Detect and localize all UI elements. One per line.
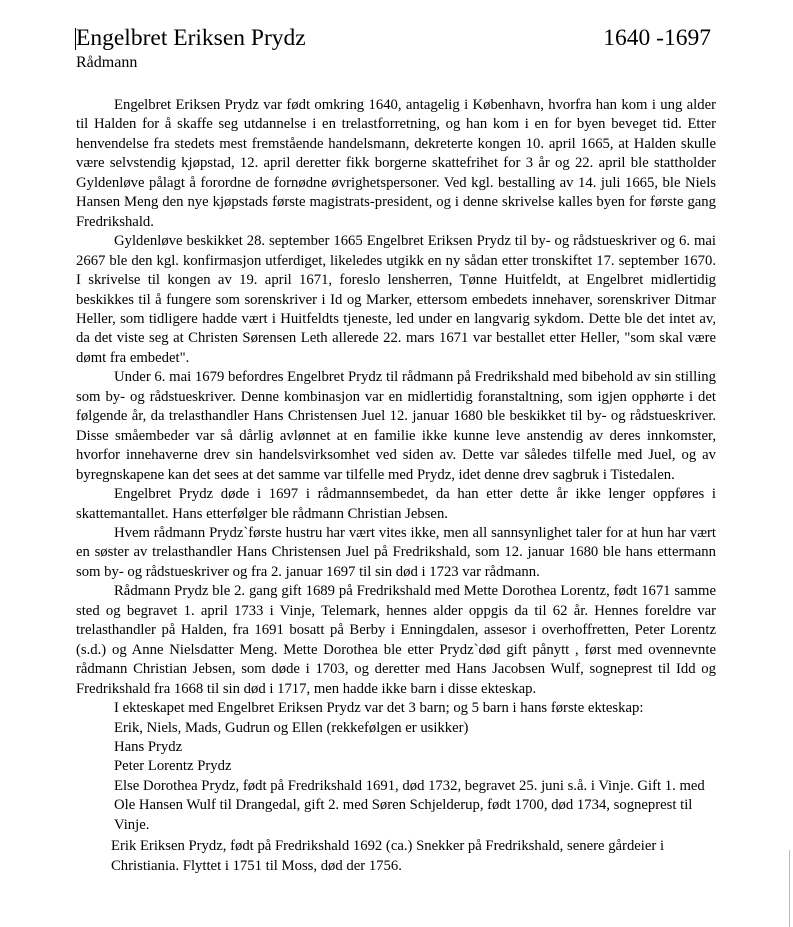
document-heading	[76, 24, 716, 52]
children-intro: I ekteskapet med Engelbret Eriksen Prydz var det 3 barn; og 5 barn i hans første ekteskap:	[114, 700, 644, 717]
child-list-item: Peter Lorentz Prydz	[114, 758, 232, 775]
document-body	[76, 96, 716, 876]
paragraph-2: Gyldenløve beskikket 28. september 1665 Engelbret Eriksen Prydz til by- og rådstueskriver og 6. mai 2667 ble den kgl. konfirmasjon utferdiget, likeledes utgikk en ny sådan etter tronskiftet 17. september 1670. I skrivelse til kongen av 19. april 1671, foreslo lensherren, Tønne Huitfeldt, at Engelbret midlertidig beskikkes til å fungere som sorenskriver i Id og Marker, ettersom embedets innehaver, sorenskriver Ditmar Heller, som tidligere hadde vært i Huitfeldts tjeneste, led under en langvarig sykdom. Dette ble det intet av, da det viste seg at Christen Sørensen Leth allerede 22. mars 1671 var bestallet etter Heller, "som skal være dømt fra embedet".	[76, 233, 716, 366]
children-first-marriage: Erik, Niels, Mads, Gudrun og Ellen (rekkefølgen er usikker)	[114, 719, 469, 736]
paragraph-3: Under 6. mai 1679 befordres Engelbret Prydz til rådmann på Fredrikshald med bibehold av sin stilling som by- og rådstueskriver. Denne kombinasjon var en midlertidig foranstaltning, som igjen opphørte i det følgende år, da trelasthandler Hans Christensen Juel 12. januar 1680 ble beskikket til by- og rådstueskriver. Disse småembeder var så dårlig avlønnet at en familie ikke kunne leve anstendig av deres innkomster, hvorfor innehaverne drev sin handelsvirksomhet ved siden av. Dette var således tilfelle med Juel, og av byregnskapene kan det sees at det samme var tilfelle med Prydz, idet denne drev sagbruk i Tistedalen.	[76, 369, 716, 483]
child-list-item: Else Dorothea Prydz, født på Fredrikshald 1691, død 1732, begravet 25. juni s.å. i Vinje. Gift 1. med Ole Hansen Wulf til Drangedal, gift 2. med Søren Schjelderup, født 1700, død 1734, sogneprest til Vinje.	[114, 777, 705, 833]
page-edge-divider	[789, 850, 790, 927]
child-erik: Erik Eriksen Prydz, født på Fredrikshald 1692 (ca.) Snekker på Fredrikshald, senere gårdeier i Christiania. Flyttet i 1751 til Moss, død der 1756.	[111, 838, 665, 874]
person-name: Engelbret Eriksen Prydz	[76, 25, 306, 51]
person-title: Rådmann	[76, 54, 138, 71]
child-list-item: Hans Prydz	[114, 738, 183, 755]
paragraph-5: Hvem rådmann Prydz`første hustru har vært vites ikke, men all sannsynlighet taler for at hun har vært en søster av trelasthandler Hans Christensen Juel på Fredrikshald, som 12. januar 1680 ble hans ettermann som by- og rådstueskriver og fra 2. januar 1697 til sin død i 1723 var rådmann.	[76, 524, 716, 580]
paragraph-1: Engelbret Eriksen Prydz var født omkring 1640, antagelig i København, hvorfra han kom i ung alder til Halden for å skaffe seg utdannelse i en trelastforretning, og han kom i en for byen beveget tid. Etter henvendelse fra stedets mest fremstående handelsmann, dekreterte kongen 10. april 1665, at Halden skulle være selvstendig kjøpstad, 12. april deretter fikk borgerne skattefrihet for 3 år og 22. april ble stattholder Gyldenløve pålagt å forordne de fornødne øvrighetspersoner. Ved kgl. bestalling av 14. juli 1665, ble Niels Hansen Meng den nye kjøpstads første magistrats-president, og i denne skrivelse kalles byen for første gang Fredrikshald.	[76, 97, 716, 230]
life-years: 1640 -1697	[603, 25, 711, 51]
paragraph-6: Rådmann Prydz ble 2. gang gift 1689 på Fredrikshald med Mette Dorothea Lorentz, født 1671 samme sted og begravet 1. april 1733 i Vinje, Telemark, hennes alder oppgis da til 62 år. Hennes foreldre var trelasthandler på Halden, fra 1691 bosatt på Berby i Enningdalen, assesor i overhoffretten, Peter Lorentz (s.d.) og Anne Nielsdatter Meng. Mette Dorothea ble etter Prydz`død gift pånytt , først med ovennevnte rådmann Christian Jebsen, som døde i 1703, og deretter med Hans Jacobsen Wulf, sogneprest til Idd og Fredrikshald fra 1668 til sin død i 1717, men hadde ikke barn i disse ekteskap.	[76, 583, 716, 697]
paragraph-4: Engelbret Prydz døde i 1697 i rådmannsembedet, da han etter dette år ikke lenger oppføres i skattemantallet. Hans etterfølger ble rådmann Christian Jebsen.	[76, 486, 716, 522]
